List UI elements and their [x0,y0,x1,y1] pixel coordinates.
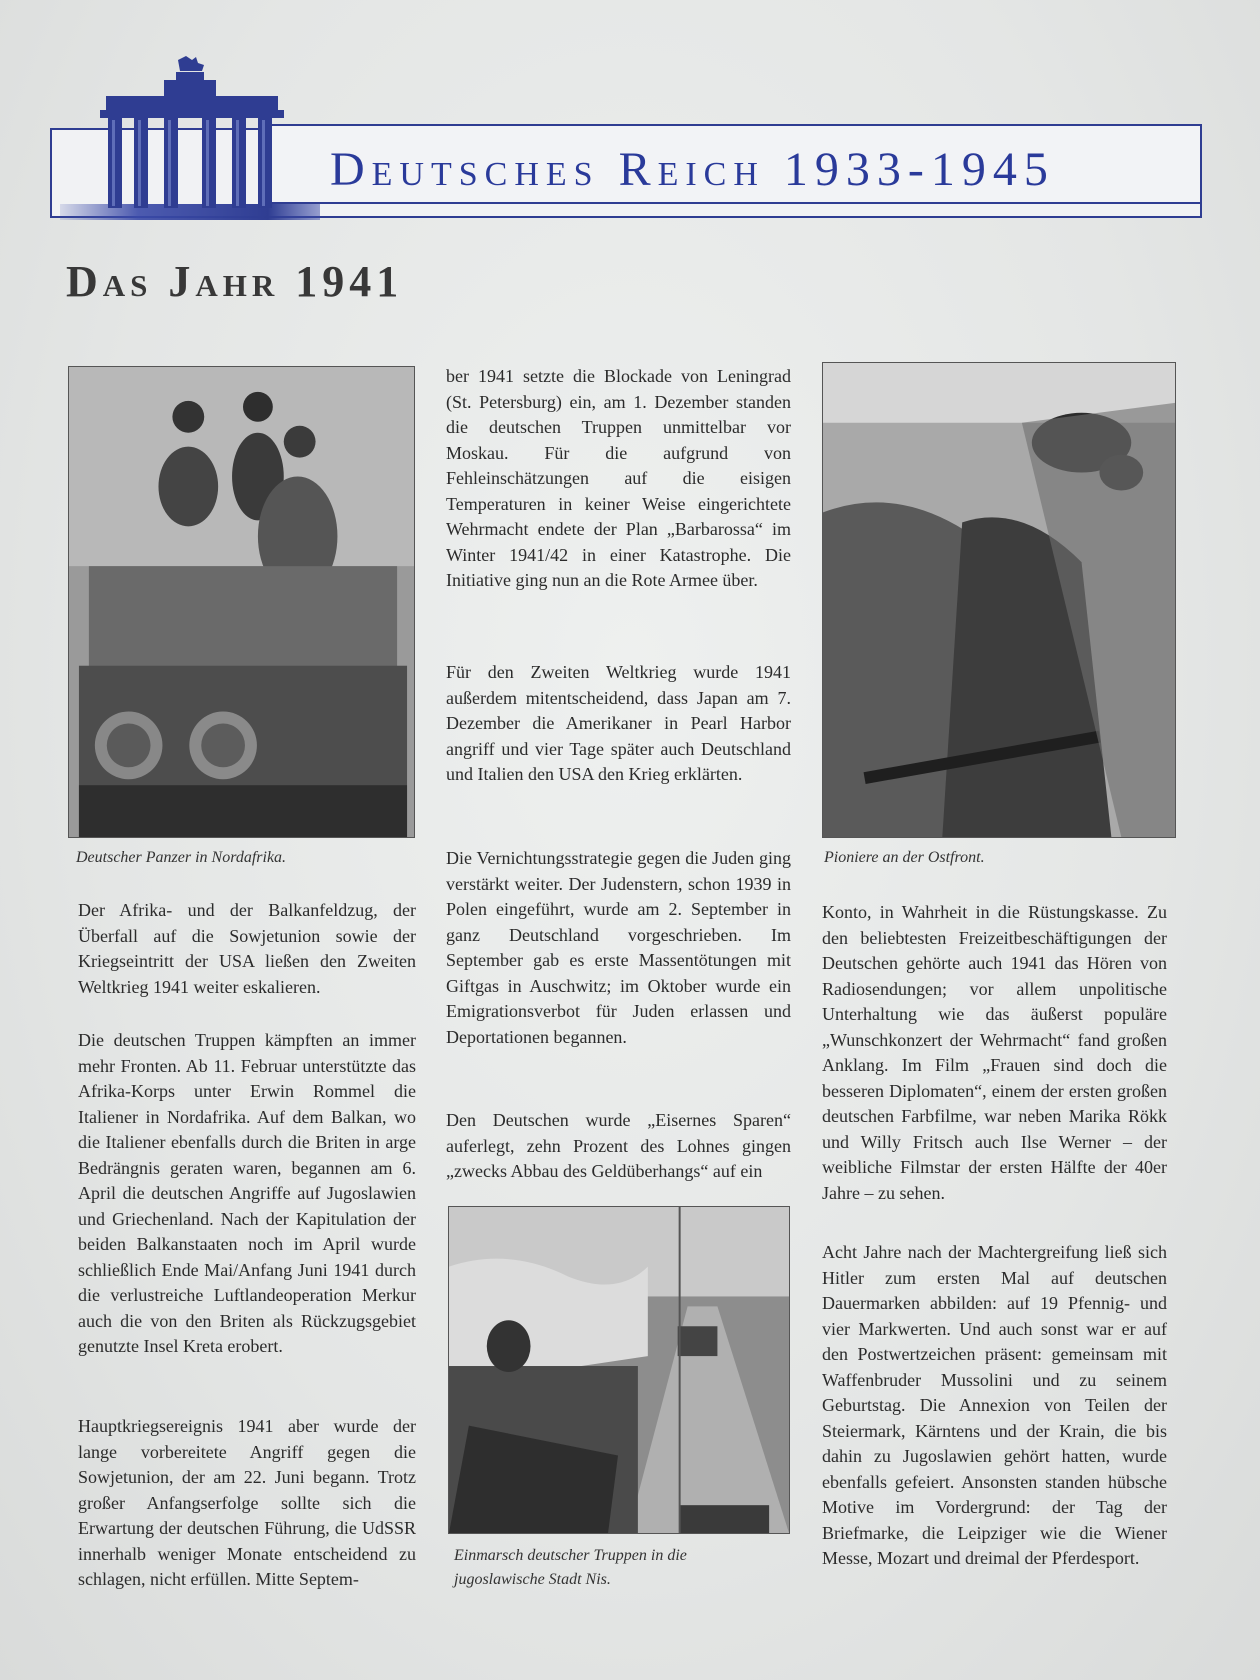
col2-paragraph-2: Für den Zweiten Weltkrieg wurde 1941 außerdem mitentscheidend, dass Japan am 7. Dezember die Amerikaner in Pearl Harbor angriff und vier Tage später auch Deutschland und Italien den USA den Krieg erklärten. [446,662,791,784]
col3-paragraph-1: Konto, in Wahrheit in die Rüstungskasse. Zu den beliebtesten Freizeitbeschäftigungen der Deutschen gehörte auch 1941 das Hören von Radiosendungen; vor allem unpolitische Unterhaltung wie das äußerst populäre „Wunschkonzert der Wehrmacht“ fand großen Anklang. Im Film „Frauen sind doch die besseren Diplomaten“, einem der ersten großen deutschen Farbfilme, war neben Marika Rökk und Willy Fritsch auch Ilse Werner – der weibliche Filmstar der ersten Hälfte der 40er Jahre – zu sehen. [822,902,1167,1203]
nis-caption-line-1: Einmarsch deutscher Truppen in die [454,1547,687,1564]
brandenburg-gate-logo [60,54,320,220]
panzer-caption: Deutscher Panzer in Nordafrika. [76,849,287,866]
col2-paragraph-1: ber 1941 setzte die Blockade von Leningrad (St. Petersburg) ein, am 1. Dezember standen die deutschen Truppen unmittelbar vor Moskau. Für die aufgrund von Fehleinschätzungen auf die eisigen Temperaturen in keiner Weise eingerichtete Wehrmacht endete der Plan „Barbarossa“ im Winter 1941/42 in einer Katastrophe. Die Initiative ging nun an die Rote Armee über. [446,366,791,590]
col2-paragraph-4: Den Deutschen wurde „Eisernes Sparen“ auferlegt, zehn Prozent des Lohnes gingen „zwecks Abbau des Geldüberhangs“ auf ein [446,1110,791,1181]
banner-title: Deutsches Reich 1933-1945 [330,143,1055,196]
pioniere-photo [822,362,1176,838]
page-title: Das Jahr 1941 [66,257,404,306]
panzer-photo [68,366,415,838]
col2-paragraph-3: Die Vernichtungsstrategie gegen die Juden ging verstärkt weiter. Der Judenstern, schon 1939 in Polen eingeführt, wurde am 2. September in ganz Deutschland vorgeschrieben. Im September gab es erste Massentötungen mit Giftgas in Auschwitz; im Oktober wurde ein Emigrationsverbot für Juden erlassen und Deportationen begannen. [446,848,791,1047]
col1-paragraph-2: Die deutschen Truppen kämpften an immer mehr Fronten. Ab 11. Februar unterstützte das Afrika-Korps unter Erwin Rommel die Italiener in Nordafrika. Auf dem Balkan, wo die Italiener ebenfalls durch die Briten in arge Bedrängnis geraten waren, begannen am 6. April die deutschen Angriffe auf Jugoslawien und Griechenland. Nach der Kapitulation der beiden Balkanstaaten noch im April wurde schließlich Ende Mai/Anfang Juni 1941 durch die verlustreiche Luftlandeoperation Merkur auch die von den Briten als Rückzugsgebiet genutzte Insel Kreta erobert. [78,1030,416,1356]
pioniere-caption: Pioniere an der Ostfront. [824,849,985,866]
col1-paragraph-3: Hauptkriegsereignis 1941 aber wurde der lange vorbereitete Angriff gegen die Sowjetunion, der am 22. Juni begann. Trotz großer Anfangserfolge sollte sich die Erwartung der deutschen Führung, die UdSSR innerhalb weniger Monate entscheidend zu schlagen, nicht erfüllen. Mitte Septem- [78,1416,416,1589]
col3-paragraph-2: Acht Jahre nach der Machtergreifung ließ sich Hitler zum ersten Mal auf deutschen Dauermarken abbilden: auf 19 Pfennig- und vier Markwerten. Und auch sonst war er auf den Postwertzeichen präsent: gemeinsam mit Waffenbruder Mussolini und zu seinem Geburtstag. Die Annexion von Teilen der Steiermark, Kärntens und der Krain, die bis dahin zu Jugoslawien gehört hatten, wurde ebenfalls gefeiert. Ansonsten standen hübsche Motive im Vordergrund: der Tag der Briefmarke, die Leipziger wie die Wiener Messe, Mozart und dreimal der Pferdesport. [822,1242,1167,1568]
col1-paragraph-1: Der Afrika- und der Balkanfeldzug, der Überfall auf die Sowjetunion sowie der Kriegseintritt der USA ließen den Zweiten Weltkrieg 1941 weiter eskalieren. [78,900,416,997]
nis-caption-line-2: jugoslawische Stadt Nis. [454,1571,611,1588]
nis-photo [448,1206,790,1534]
